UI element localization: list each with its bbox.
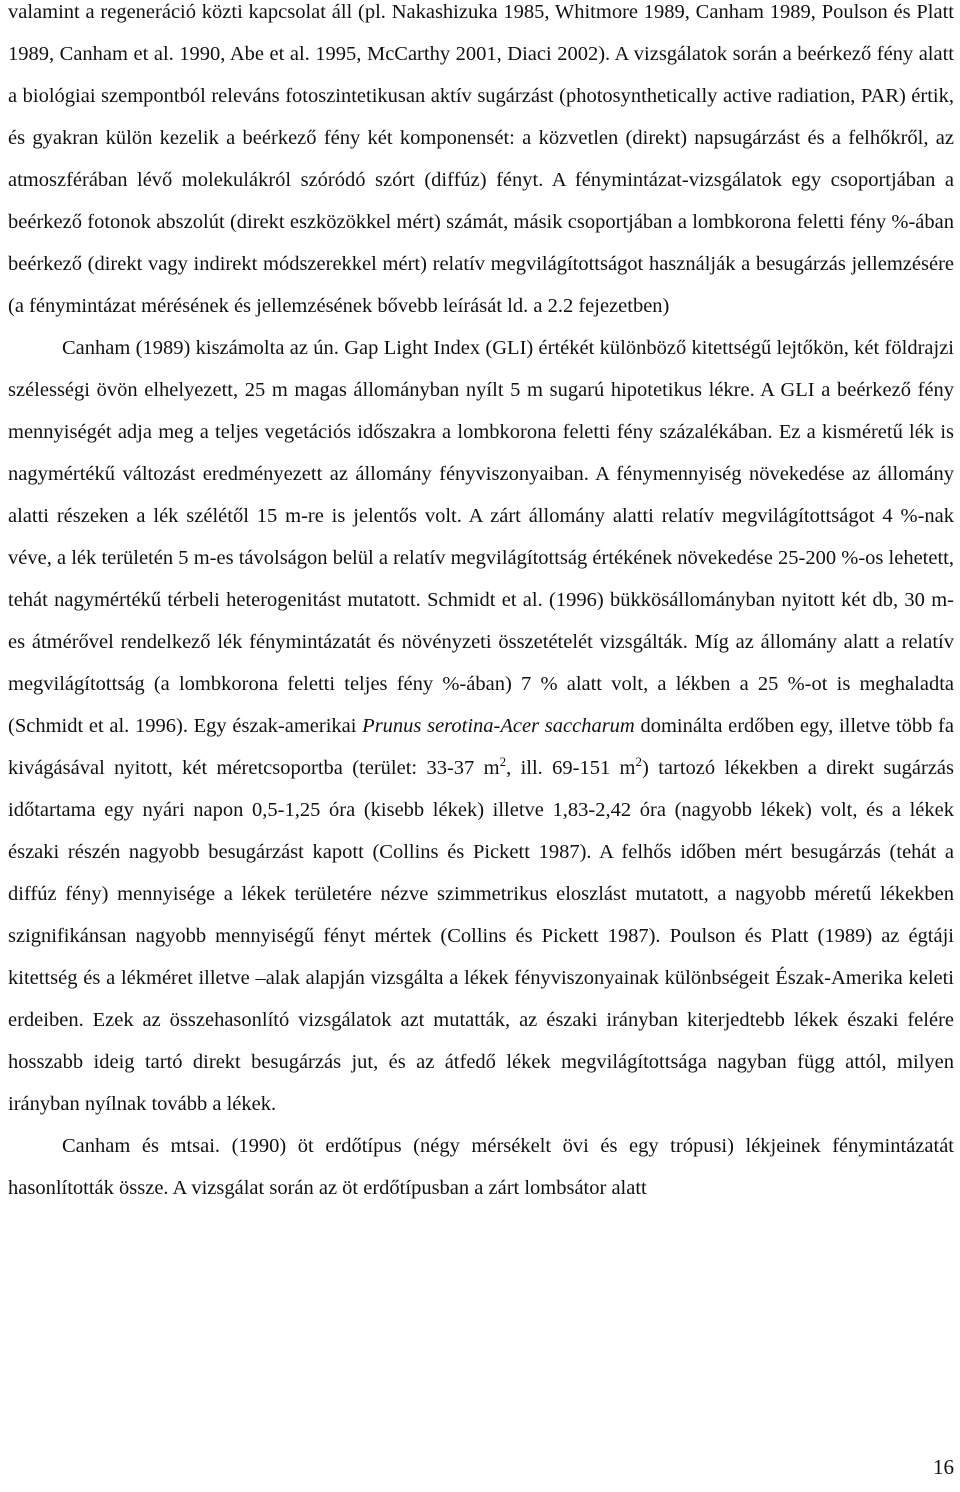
species-name-italic: Prunus serotina-Acer saccharum xyxy=(362,715,635,737)
paragraph-2-text-c: , ill. 69-151 m xyxy=(506,757,636,779)
paragraph-2-text-a: Canham (1989) kiszámolta az ún. Gap Light Index (GLI) értékét különböző kitettségű lejtőkön, két földrajzi szélességi övön elhelyezett, 25 m magas állományban nyílt 5 m sugarú hipotetikus lékre. A GLI a beérkező fény mennyiségét adja meg a teljes vegetációs időszakra a lombkorona feletti fény százalékában. Ez a kisméretű lék is nagymértékű változást eredményezett az állomány fényviszonyaiban. A fénymennyiség növekedése az állomány alatti részeken a lék szélétől 15 m-re is jelentős volt. A zárt állomány alatti relatív megvilágítottságot 4 %-nak véve, a lék területén 5 m-es távolságon belül a relatív megvilágítottság értékének növekedése 25-200 %-os lehetett, tehát nagymértékű térbeli heterogenitást mutatott. Schmidt et al. (1996) bükkösállományban nyitott két db, 30 m-es átmérővel rendelkező lék fénymintázatát és növényzeti összetételét vizsgálták. Míg az állomány alatt a relatív megvilágítottság (a lombkorona feletti teljes fény %-ában) 7 % alatt volt, a lékben a 25 %-ot is meghaladta (Schmidt et al. 1996). Egy észak-amerikai xyxy=(8,337,954,737)
superscript-squared-1: 2 xyxy=(499,754,507,770)
paragraph-3 xyxy=(8,1125,954,1209)
superscript-squared-2: 2 xyxy=(635,754,643,770)
paragraph-1 xyxy=(8,0,954,327)
paragraph-2 xyxy=(8,327,954,1125)
paragraph-2-text-d: ) tartozó lékekben a direkt sugárzás időtartama egy nyári napon 0,5-1,25 óra (kisebb lékek) illetve 1,83-2,42 óra (nagyobb lékek) volt, és a lékek északi részén nagyobb besugárzást kapott (Collins és Pickett 1987). A felhős időben mért besugárzás (tehát a diffúz fény) mennyisége a lékek területére nézve szimmetrikus eloszlást mutatott, a nagyobb méretű lékekben szignifikánsan nagyobb mennyiségű fényt mértek (Collins és Pickett 1987). Poulson és Platt (1989) az égtáji kitettség és a lékméret illetve –alak alapján vizsgálta a lékek fényviszonyainak különbségeit Észak-Amerika keleti erdeiben. Ezek az összehasonlító vizsgálatok azt mutatták, az északi irányban kiterjedtebb lékek északi felére hosszabb ideig tartó direkt besugárzás jut, és az átfedő lékek megvilágítottsága nagyban függ attól, milyen irányban nyílnak tovább a lékek. xyxy=(8,757,954,1115)
page-number: 16 xyxy=(933,1455,954,1479)
document-page xyxy=(8,0,954,1209)
paragraph-1-text: valamint a regeneráció közti kapcsolat áll (pl. Nakashizuka 1985, Whitmore 1989, Canham 1989, Poulson és Platt 1989, Canham et al. 1990, Abe et al. 1995, McCarthy 2001, Diaci 2002). A vizsgálatok során a beérkező fény alatt a biológiai szempontból releváns fotoszintetikusan aktív sugárzást (photosynthetically active radiation, PAR) értik, és gyakran külön kezelik a beérkező fény két komponensét: a közvetlen (direkt) napsugárzást és a felhőkről, az atmoszférában lévő molekulákról szóródó szórt (diffúz) fényt. A fénymintázat-vizsgálatok egy csoportjában a beérkező fotonok abszolút (direkt eszközökkel mért) számát, másik csoportjában a lombkorona feletti fény %-ában beérkező (direkt vagy indirekt módszerekkel mért) relatív megvilágítottságot használják a besugárzás jellemzésére (a fénymintázat mérésének és jellemzésének bővebb leírását ld. a 2.2 fejezetben) xyxy=(8,1,954,317)
paragraph-3-text: Canham és mtsai. (1990) öt erdőtípus (négy mérsékelt övi és egy trópusi) lékjeinek fénymintázatát hasonlították össze. A vizsgálat során az öt erdőtípusban a zárt lombsátor alatt xyxy=(8,1135,954,1199)
paragraph-2-text-b: dominálta erdőben egy, illetve több fa kivágásával nyitott, két méretcsoportba (terület: 33-37 m xyxy=(8,715,954,779)
